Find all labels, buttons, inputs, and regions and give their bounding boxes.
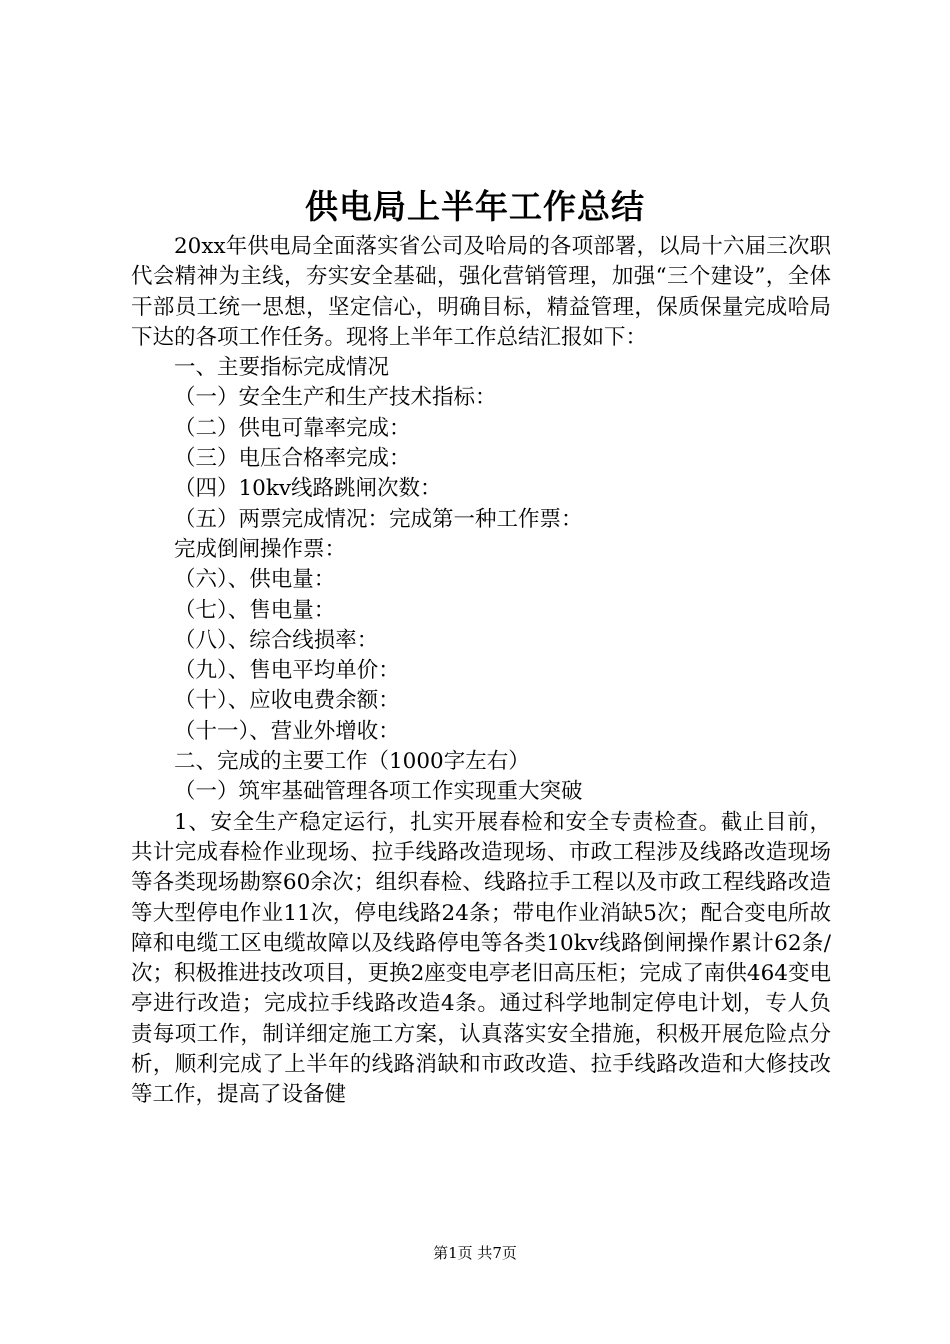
document-title: 供电局上半年工作总结 [305, 187, 645, 226]
indicator-item: （一）安全生产和生产技术指标： [174, 385, 497, 411]
indicator-item: （二）供电可靠率完成： [174, 415, 411, 441]
page-footer: 第1页 共7页 [433, 1244, 517, 1262]
indicator-item: （四）10kv线路跳闸次数： [174, 476, 442, 502]
indicator-item: （十一）、营业外增收： [174, 718, 400, 744]
document-body [131, 232, 831, 1111]
section2-subheading: （一）筑牢基础管理各项工作实现重大突破 [174, 779, 583, 805]
section2-paragraph: 1、安全生产稳定运行，扎实开展春检和安全专责检查。截止目前，共计完成春检作业现场、拉手线路改造现场、市政工程涉及线路改造现场等各类现场勘察60余次；组织春检、线路拉手工程以及市政工程线路改造等大型停电作业11次，停电线路24条；带电作业消缺5次；配合变电所故障和电缆工区电缆故障以及线路停电等各类10kv线路倒闸操作累计62条/次；积极推进技改项目，更换2座变电亭老旧高压柜；完成了南供464变电亭进行改造；完成拉手线路改造4条。通过科学地制定停电计划，专人负责每项工作，制详细定施工方案，认真落实安全措施，积极开展危险点分析，顺利完成了上半年的线路消缺和市政改造、拉手线路改造和大修技改等工作，提高了设备健 [131, 809, 831, 1108]
indicator-item: 完成倒闸操作票： [174, 536, 347, 562]
section1-heading: 一、主要指标完成情况 [174, 355, 390, 381]
intro-paragraph: 20xx年供电局全面落实省公司及哈局的各项部署，以局十六届三次职代会精神为主线，夯实安全基础，强化营销管理，加强“三个建设”，全体干部员工统一思想，坚定信心，明确目标，精益管理，保质保量完成哈局下达的各项工作任务。现将上半年工作总结汇报如下： [131, 234, 831, 350]
section2-heading: 二、完成的主要工作（1000字左右） [174, 749, 530, 775]
indicator-item: （八）、综合线损率： [174, 627, 379, 653]
indicator-item: （十）、应收电费余额： [174, 688, 400, 714]
indicator-item: （三）电压合格率完成： [174, 446, 411, 472]
indicator-item: （六）、供电量： [174, 567, 336, 593]
indicator-item: （五）两票完成情况：完成第一种工作票： [174, 506, 583, 532]
indicator-item: （九）、售电平均单价： [174, 658, 400, 684]
indicator-item: （七）、售电量： [174, 597, 336, 623]
